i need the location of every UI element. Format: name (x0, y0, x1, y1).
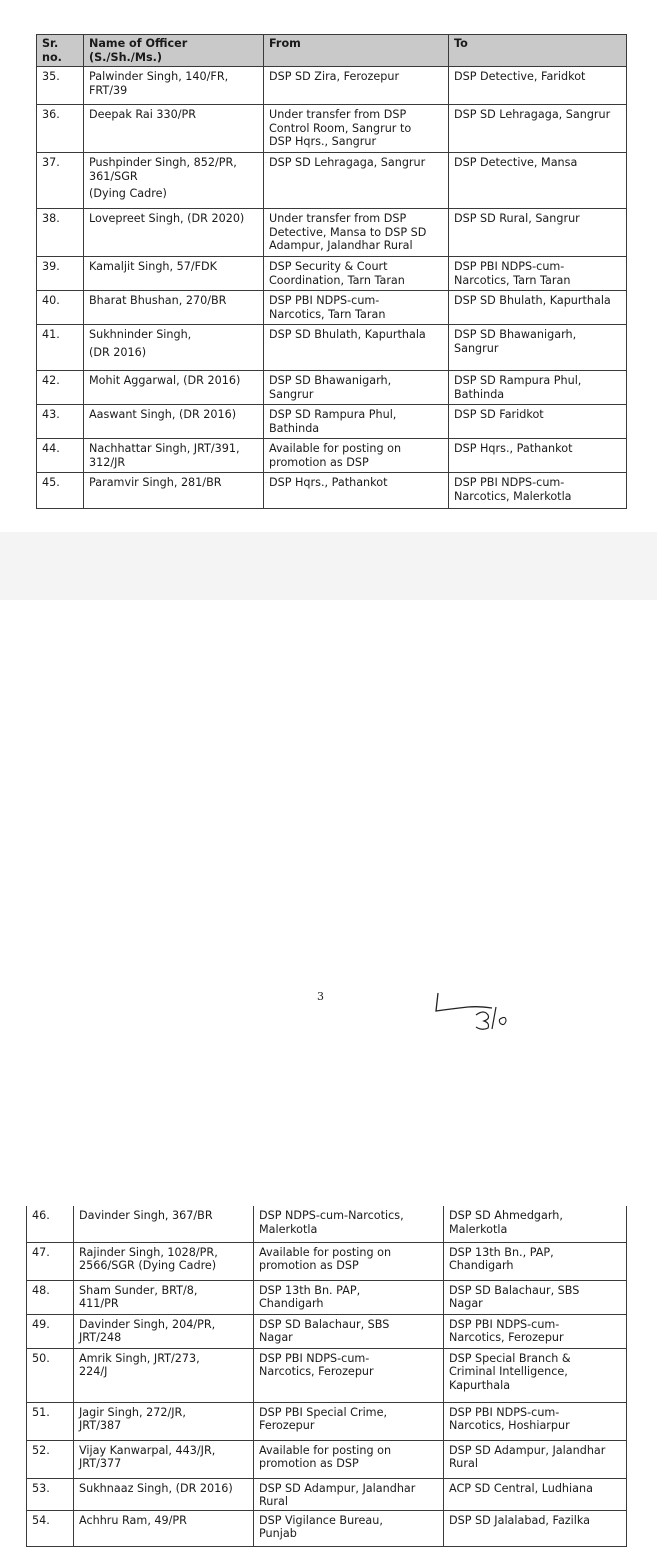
table-row (37, 209, 627, 257)
to-line: DSP PBI NDPS-cum- (449, 1405, 560, 1419)
from-line: DSP SD Adampur, Jalandhar (259, 1481, 416, 1495)
from-line: Sangrur (269, 387, 314, 401)
to-line: Narcotics, Malerkotla (454, 489, 572, 503)
officer-name-line: Kamaljit Singh, 57/FDK (89, 260, 218, 273)
cell-to (444, 1348, 627, 1402)
cell-to (444, 1206, 627, 1242)
from-line: Nagar (259, 1331, 293, 1344)
table-row (27, 1478, 627, 1510)
from-line: Adampur, Jalandhar Rural (269, 239, 413, 252)
officer-name-line: Lovepreet Singh, (DR 2020) (89, 212, 245, 225)
cell-to (444, 1402, 627, 1440)
officer-name-line: Rajinder Singh, 1028/PR, (79, 1245, 218, 1259)
from-line: Chandigarh (259, 1297, 324, 1310)
from-line: DSP Security & Court (269, 260, 388, 273)
cell-sr-no: 54. (27, 1510, 74, 1546)
cell-sr-no: 52. (27, 1440, 74, 1478)
from-line: DSP SD Bhawanigarh, (269, 374, 392, 387)
to-line: DSP 13th Bn., PAP, (449, 1245, 554, 1259)
table-row (37, 439, 627, 473)
cell-officer-name (84, 291, 264, 325)
cell-from (254, 1242, 444, 1280)
from-line: Available for posting on (259, 1245, 392, 1259)
table-row (37, 257, 627, 291)
from-line: Rural (259, 1495, 288, 1508)
from-line: Coordination, Tarn Taran (269, 273, 405, 287)
cell-sr-no: 48. (27, 1280, 74, 1314)
cell-from (254, 1348, 444, 1402)
cell-to (444, 1478, 627, 1510)
officer-name-line: Deepak Rai 330/PR (89, 108, 197, 121)
cell-officer-name (84, 67, 264, 105)
officer-name-line: JRT/248 (79, 1331, 122, 1344)
officer-name-line: Jagir Singh, 272/JR, (79, 1405, 186, 1419)
cell-from (264, 439, 449, 473)
cell-to (444, 1510, 627, 1546)
cell-officer-name (84, 105, 264, 153)
officer-name-line: Amrik Singh, JRT/273, (79, 1351, 200, 1365)
cell-officer-name (74, 1242, 254, 1280)
from-line: DSP SD Zira, Ferozepur (269, 70, 400, 83)
table-row (37, 153, 627, 209)
cell-from (254, 1280, 444, 1314)
to-line: Criminal Intelligence, (449, 1365, 568, 1378)
officer-name-line: 2566/SGR (Dying Cadre) (79, 1259, 217, 1272)
to-line: Narcotics, Hoshiarpur (449, 1419, 570, 1432)
cell-to (449, 371, 627, 405)
cell-sr-no: 39. (37, 257, 84, 291)
table-row (37, 67, 627, 105)
officer-name-line: Sukhninder Singh, (89, 328, 192, 341)
cell-from (254, 1478, 444, 1510)
cell-officer-name (74, 1478, 254, 1510)
officer-name-note: (Dying Cadre) (89, 187, 167, 200)
table-body-lower (27, 1206, 627, 1546)
to-line: DSP SD Jalalabad, Fazilka (449, 1513, 591, 1527)
cell-to (449, 153, 627, 209)
from-line: DSP 13th Bn. PAP, (259, 1283, 361, 1297)
from-line: DSP NDPS-cum-Narcotics, (259, 1209, 404, 1222)
cell-to (444, 1440, 627, 1478)
cell-to (449, 209, 627, 257)
officer-name-line: Nachhattar Singh, JRT/391, (89, 442, 240, 455)
table-row (27, 1440, 627, 1478)
page-number: 3 (317, 990, 324, 1003)
from-line: DSP SD Balachaur, SBS (259, 1317, 390, 1331)
to-line: Sangrur (454, 341, 499, 355)
table-row (27, 1402, 627, 1440)
to-line: Narcotics, Tarn Taran (454, 273, 571, 287)
to-line: DSP SD Balachaur, SBS (449, 1283, 580, 1297)
cell-officer-name (74, 1314, 254, 1348)
to-line: DSP PBI NDPS-cum- (454, 260, 565, 273)
cell-to (449, 325, 627, 371)
cell-to (444, 1242, 627, 1280)
cell-sr-no: 37. (37, 153, 84, 209)
cell-sr-no: 41. (37, 325, 84, 371)
to-line: DSP SD Lehragaga, Sangrur (454, 108, 611, 121)
officer-name-line: Bharat Bhushan, 270/BR (89, 294, 227, 307)
to-line: DSP SD Faridkot (454, 408, 544, 421)
from-line: Available for posting on (259, 1443, 392, 1457)
table-row (27, 1314, 627, 1348)
signature-initials (430, 985, 550, 1030)
officer-name-line: JRT/377 (79, 1457, 122, 1470)
table-row (27, 1348, 627, 1402)
cell-from (264, 405, 449, 439)
from-line: Under transfer from DSP (269, 108, 407, 121)
cell-officer-name (84, 209, 264, 257)
from-line: promotion as DSP (259, 1457, 359, 1470)
table-body-upper (37, 67, 627, 509)
cell-officer-name (74, 1440, 254, 1478)
table-row (37, 473, 627, 509)
to-line: DSP SD Rural, Sangrur (454, 212, 580, 225)
cell-from (264, 325, 449, 371)
cell-from (264, 473, 449, 509)
officer-name-line: Mohit Aggarwal, (DR 2016) (89, 374, 241, 387)
transfer-table-upper (36, 34, 627, 509)
table-row (27, 1280, 627, 1314)
from-line: Detective, Mansa to DSP SD (269, 225, 427, 239)
to-line: DSP Detective, Faridkot (454, 70, 586, 83)
header-from: From (264, 35, 449, 67)
cell-from (264, 67, 449, 105)
table-header-row (37, 35, 627, 67)
from-line: DSP SD Bhulath, Kapurthala (269, 328, 426, 341)
cell-to (449, 105, 627, 153)
cell-officer-name (84, 325, 264, 371)
cell-from (254, 1440, 444, 1478)
to-line: DSP SD Rampura Phul, (454, 374, 582, 387)
from-line: promotion as DSP (259, 1259, 359, 1272)
cell-to (449, 439, 627, 473)
cell-sr-no: 46. (27, 1206, 74, 1242)
to-line: DSP Special Branch & (449, 1351, 571, 1365)
from-line: DSP Vigilance Bureau, (259, 1513, 383, 1527)
cell-to (449, 405, 627, 439)
cell-officer-name (84, 257, 264, 291)
officer-name-line: Sham Sunder, BRT/8, (79, 1283, 198, 1297)
from-line: Control Room, Sangrur to (269, 121, 412, 135)
cell-to (444, 1314, 627, 1348)
cell-officer-name (74, 1280, 254, 1314)
cell-officer-name (84, 371, 264, 405)
from-line: DSP PBI Special Crime, (259, 1405, 388, 1419)
table-row (27, 1242, 627, 1280)
from-line: Bathinda (269, 421, 320, 435)
header-sr-no: Sr. no. (37, 35, 84, 67)
officer-name-line: Davinder Singh, 367/BR (79, 1209, 213, 1222)
to-line: Malerkotla (449, 1222, 508, 1236)
page-gap (0, 532, 657, 600)
cell-sr-no: 44. (37, 439, 84, 473)
officer-name-line: Sukhnaaz Singh, (DR 2016) (79, 1481, 233, 1495)
cell-officer-name (74, 1348, 254, 1402)
cell-officer-name (84, 153, 264, 209)
cell-sr-no: 43. (37, 405, 84, 439)
table-row (37, 405, 627, 439)
to-line: DSP PBI NDPS-cum- (449, 1317, 560, 1331)
table-row (27, 1206, 627, 1242)
cell-sr-no: 42. (37, 371, 84, 405)
to-line: Chandigarh (449, 1259, 514, 1272)
cell-officer-name (74, 1402, 254, 1440)
from-line: DSP Hqrs., Sangrur (269, 135, 377, 148)
from-line: Under transfer from DSP (269, 212, 407, 225)
cell-sr-no: 50. (27, 1348, 74, 1402)
cell-officer-name (84, 405, 264, 439)
officer-name-line: Davinder Singh, 204/PR, (79, 1317, 216, 1331)
cell-from (254, 1206, 444, 1242)
from-line: DSP PBI NDPS-cum- (269, 294, 380, 307)
cell-to (449, 291, 627, 325)
officer-name-line: Vijay Kanwarpal, 443/JR, (79, 1443, 216, 1457)
to-line: DSP SD Bhawanigarh, (454, 328, 577, 341)
to-line: Kapurthala (449, 1378, 511, 1392)
from-line: Narcotics, Ferozepur (259, 1365, 374, 1378)
cell-officer-name (84, 439, 264, 473)
officer-name-line: Aaswant Singh, (DR 2016) (89, 408, 237, 421)
officer-name-line: Paramvir Singh, 281/BR (89, 476, 222, 489)
to-line: Bathinda (454, 387, 505, 401)
header-name-of-officer: Name of Officer (S./Sh./Ms.) (84, 35, 264, 67)
to-line: DSP SD Ahmedgarh, (449, 1209, 563, 1222)
document-page-lower (0, 600, 657, 1540)
officer-name-line: 411/PR (79, 1297, 119, 1310)
cell-officer-name (84, 473, 264, 509)
to-line: Rural (449, 1457, 478, 1470)
transfer-table-lower (26, 1206, 627, 1547)
cell-from (264, 371, 449, 405)
cell-from (254, 1402, 444, 1440)
from-line: DSP SD Rampura Phul, (269, 408, 397, 421)
cell-sr-no: 49. (27, 1314, 74, 1348)
cell-sr-no: 51. (27, 1402, 74, 1440)
to-line: ACP SD Central, Ludhiana (449, 1481, 593, 1495)
cell-sr-no: 36. (37, 105, 84, 153)
cell-from (264, 153, 449, 209)
officer-name-line: Achhru Ram, 49/PR (79, 1513, 187, 1527)
from-line: DSP SD Lehragaga, Sangrur (269, 156, 426, 169)
from-line: Malerkotla (259, 1222, 318, 1236)
cell-from (264, 209, 449, 257)
cell-to (444, 1280, 627, 1314)
officer-name-line: JRT/387 (79, 1419, 122, 1432)
cell-sr-no: 47. (27, 1242, 74, 1280)
cell-from (264, 257, 449, 291)
from-line: Punjab (259, 1527, 297, 1540)
to-line: DSP Hqrs., Pathankot (454, 442, 573, 455)
cell-sr-no: 45. (37, 473, 84, 509)
to-line: Nagar (449, 1297, 483, 1310)
header-to: To (449, 35, 627, 67)
cell-sr-no: 40. (37, 291, 84, 325)
from-line: promotion as DSP (269, 455, 369, 469)
from-line: Ferozepur (259, 1419, 315, 1432)
from-line: Available for posting on (269, 442, 402, 455)
cell-to (449, 473, 627, 509)
officer-name-line: Pushpinder Singh, 852/PR, (89, 156, 237, 169)
table-row (37, 105, 627, 153)
cell-sr-no: 53. (27, 1478, 74, 1510)
cell-to (449, 67, 627, 105)
officer-name-line: FRT/39 (89, 83, 128, 97)
table-row (37, 291, 627, 325)
officer-name-note: (DR 2016) (89, 345, 147, 359)
cell-officer-name (74, 1206, 254, 1242)
table-row (37, 325, 627, 371)
cell-from (254, 1314, 444, 1348)
to-line: DSP SD Bhulath, Kapurthala (454, 294, 611, 307)
cell-from (254, 1510, 444, 1546)
cell-sr-no: 35. (37, 67, 84, 105)
from-line: Narcotics, Tarn Taran (269, 307, 386, 321)
from-line: DSP PBI NDPS-cum- (259, 1351, 370, 1365)
cell-officer-name (74, 1510, 254, 1546)
to-line: DSP SD Adampur, Jalandhar (449, 1443, 606, 1457)
table-row (27, 1510, 627, 1546)
to-line: DSP Detective, Mansa (454, 156, 578, 169)
officer-name-line: 312/JR (89, 455, 126, 469)
officer-name-line: Palwinder Singh, 140/FR, (89, 70, 229, 83)
officer-name-line: 361/SGR (89, 169, 138, 183)
to-line: Narcotics, Ferozepur (449, 1331, 564, 1344)
table-row (37, 371, 627, 405)
officer-name-line: 224/J (79, 1365, 108, 1378)
cell-sr-no: 38. (37, 209, 84, 257)
cell-from (264, 291, 449, 325)
from-line: DSP Hqrs., Pathankot (269, 476, 388, 489)
to-line: DSP PBI NDPS-cum- (454, 476, 565, 489)
cell-from (264, 105, 449, 153)
cell-to (449, 257, 627, 291)
document-page-upper (0, 0, 657, 532)
